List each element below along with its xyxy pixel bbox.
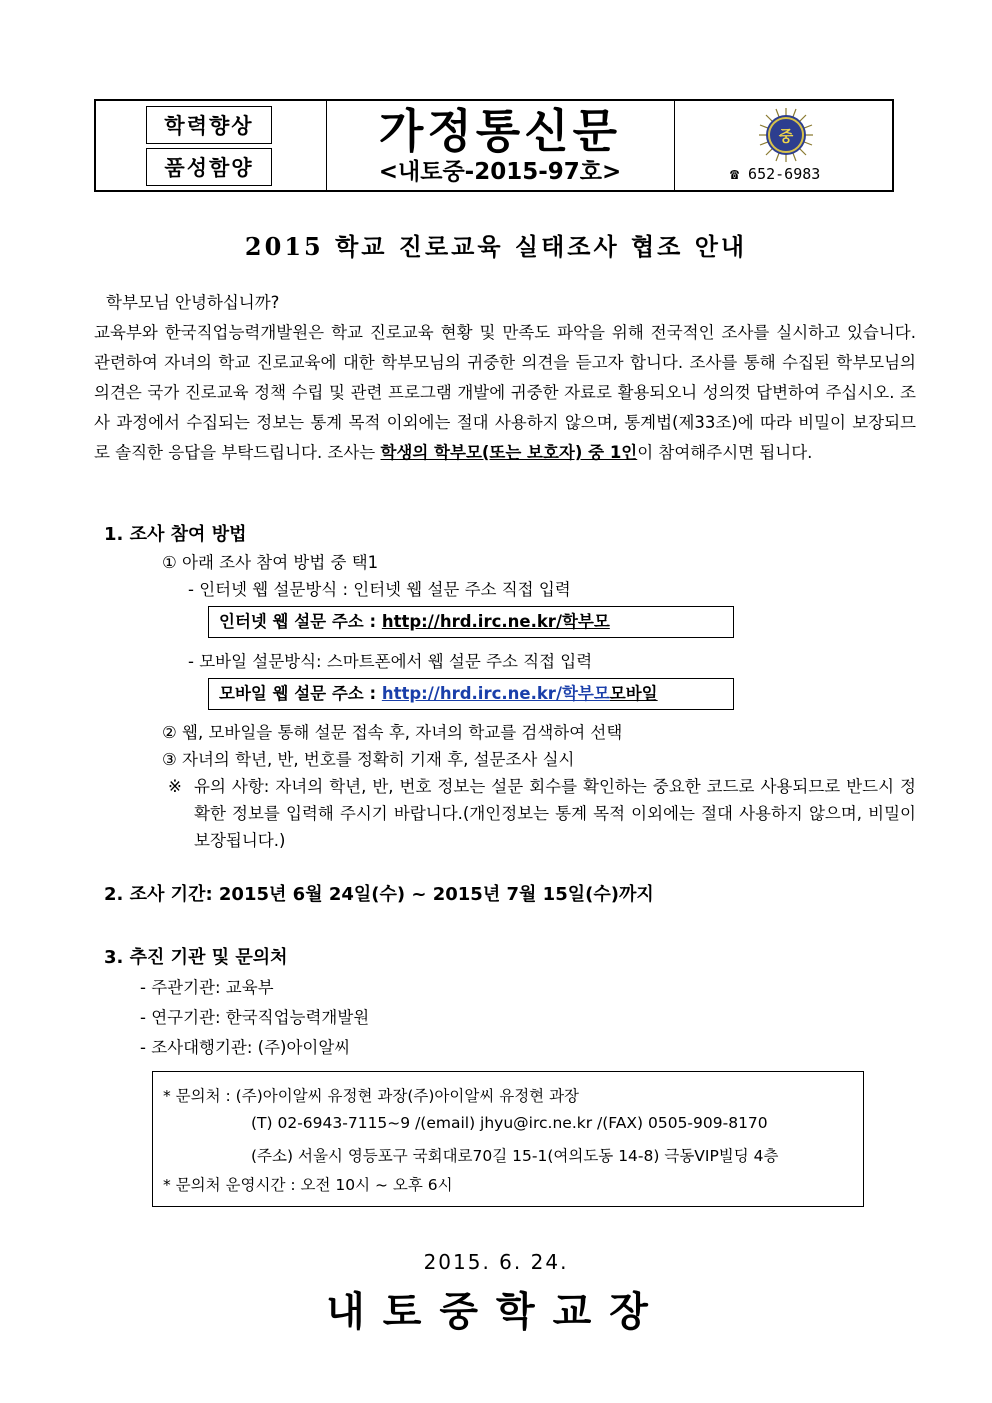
step3-text: ③ 자녀의 학년, 반, 번호를 정확히 기재 후, 설문조사 실시 xyxy=(162,750,575,769)
svg-text:중: 중 xyxy=(778,127,794,145)
contact-address: (주소) 서울시 영등포구 국회대로70길 15-1(여의도동 14-8) 극동VIP빌딩 4층 xyxy=(251,1147,779,1165)
mobile-survey-label: 모바일 웹 설문 주소 : xyxy=(219,684,382,703)
section3-heading: 3. 추진 기관 및 문의처 xyxy=(104,947,288,968)
motto-cell xyxy=(96,101,327,190)
org-host: - 주관기관: 교육부 xyxy=(140,978,274,997)
intro-text-end: 이 참여해주시면 됩니다. xyxy=(637,443,813,462)
step2-text: ② 웹, 모바일을 통해 설문 접속 후, 자녀의 학교를 검색하여 선택 xyxy=(162,723,623,742)
contact-box xyxy=(152,1071,864,1207)
web-survey-link[interactable]: http://hrd.irc.ne.kr/학부모 xyxy=(381,612,610,631)
contact-numbers: (T) 02-6943-7115~9 /(email) jhyu@irc.ne.kr /(FAX) 0505-909-8170 xyxy=(251,1114,768,1132)
issue-date: 2015. 6. 24. xyxy=(423,1250,569,1274)
header-table xyxy=(94,99,894,192)
org-agency: - 조사대행기관: (주)아이알씨 xyxy=(140,1038,351,1057)
issue-number: <내토중-2015-97호> xyxy=(378,159,622,185)
section2-heading: 2. 조사 기간: 2015년 6월 24일(수) ~ 2015년 7월 15일(수)까지 xyxy=(104,884,654,905)
section1-heading: 1. 조사 참여 방법 xyxy=(104,524,247,545)
newsletter-title: 가정통신문 xyxy=(378,104,622,158)
contact-hours: * 문의처 운영시간 : 오전 10시 ~ 오후 6시 xyxy=(163,1176,453,1194)
motto-academic: 학력향상 xyxy=(146,106,272,144)
web-survey-label: 인터넷 웹 설문 주소 : xyxy=(219,612,382,631)
mobile-survey-link[interactable]: http://hrd.irc.ne.kr/학부모 xyxy=(381,684,610,703)
mobile-survey-link-suffix[interactable]: 모바일 xyxy=(609,684,658,703)
intro-section xyxy=(94,288,916,468)
document-title: 2015 학교 진로교육 실태조사 협조 안내 xyxy=(244,232,748,261)
note-mark: ※ xyxy=(168,777,182,796)
school-info-cell xyxy=(674,101,892,190)
school-emblem-icon xyxy=(758,107,814,163)
contact-person: * 문의처 : (주)아이알씨 유정현 과장(주)아이알씨 유정현 과장 xyxy=(163,1087,580,1105)
web-method-text: - 인터넷 웹 설문방식 : 인터넷 웹 설문 주소 직접 입력 xyxy=(188,580,571,599)
intro-paragraph xyxy=(94,318,916,468)
org-research: - 연구기관: 한국직업능력개발원 xyxy=(140,1008,370,1027)
mobile-method-text: - 모바일 설문방식: 스마트폰에서 웹 설문 주소 직접 입력 xyxy=(188,652,593,671)
caution-note xyxy=(168,773,916,854)
phone-number: ☎ 652-6983 xyxy=(730,165,821,183)
step1-text: ① 아래 조사 참여 방법 중 택1 xyxy=(162,553,379,572)
motto-character: 품성함양 xyxy=(146,148,272,186)
note-text: 유의 사항: 자녀의 학년, 반, 번호 정보는 설문 회수를 확인하는 중요한 코드로 사용되므로 반드시 정확한 정보를 입력해 주시기 바랍니다.(개인정보는 통계 목적 이외에는 절대 사용하지 않으며, 비밀이 보장됩니다.) xyxy=(194,777,916,850)
greeting: 학부모님 안녕하십니까? xyxy=(106,293,280,312)
mobile-survey-address-box xyxy=(208,678,734,710)
intro-emphasis: 학생의 학부모(또는 보호자) 중 1인 xyxy=(380,443,638,462)
title-cell xyxy=(326,101,675,190)
intro-text: 교육부와 한국직업능력개발원은 학교 진로교육 현황 및 만족도 파악을 위해 전국적인 조사를 실시하고 있습니다. 관련하여 자녀의 학교 진로교육에 대한 학부모님의 귀중한 의견을 듣고자 합니다. 조사를 통해 수집된 학부모님의 의견은 국가 진로교육 정책 수립 및 관련 프로그램 개발에 귀중한 자료로 활용되오니 성의껏 답변하여 주십시오. 조사 과정에서 수집되는 정보는 통계 목적 이외에는 절대 사용하지 않으며, 통계법(제33조)에 따라 비밀이 보장되므로 솔직한 응답을 부탁드립니다. 조사는 xyxy=(94,323,916,462)
principal-signature: 내토중학교장 xyxy=(326,1289,666,1335)
web-survey-address-box xyxy=(208,606,734,638)
